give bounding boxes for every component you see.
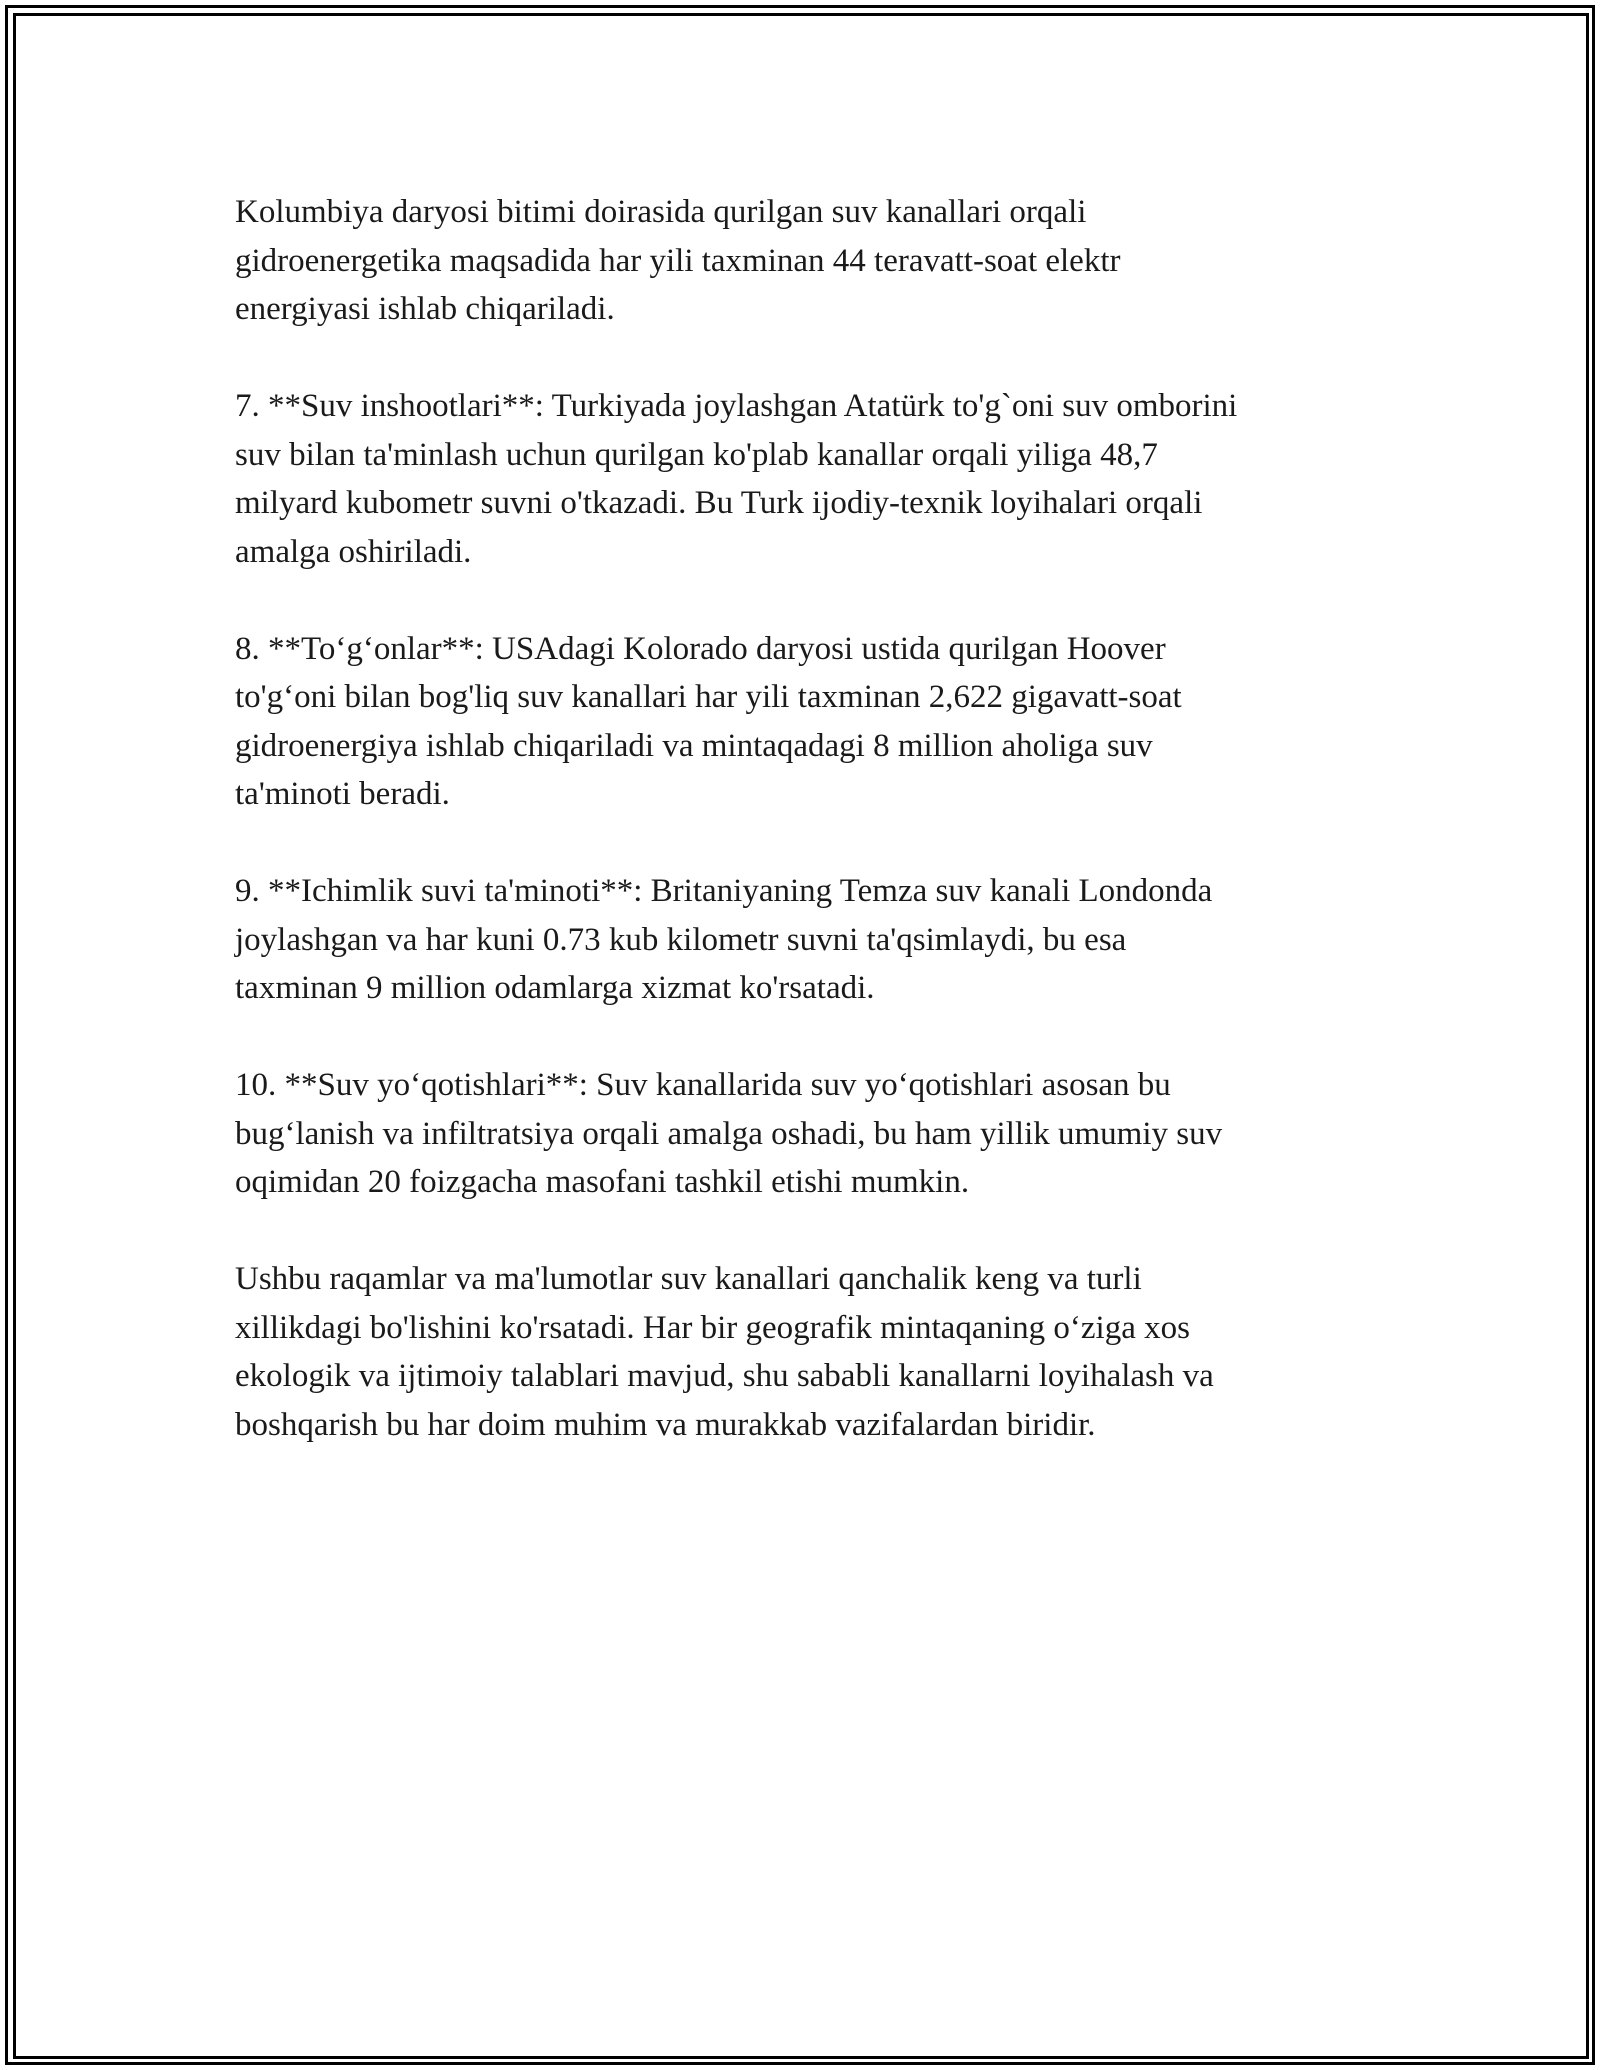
paragraph-item-9 [235, 867, 1365, 1013]
text-line: suv bilan ta'minlash uchun qurilgan ko'plab kanallar orqali yiliga 48,7 [235, 436, 1158, 473]
paragraph-item-7 [235, 382, 1365, 576]
text-line: ta'minoti beradi. [235, 776, 450, 812]
text-line: taxminan 9 million odamlarga xizmat ko'rsatadi. [235, 970, 875, 1006]
text-line: ekologik va ijtimoiy talablari mavjud, shu sababli kanallarni loyihalash va [235, 1358, 1214, 1394]
text-line: 8. **To‘g‘onlar**: USAdagi Kolorado daryosi ustida qurilgan Hoover [235, 630, 1166, 667]
text-line: oqimidan 20 foizgacha masofani tashkil etishi mumkin. [235, 1164, 970, 1200]
text-line: 9. **Ichimlik suvi ta'minoti**: Britaniyaning Temza suv kanali Londonda [235, 873, 1213, 909]
text-line: xillikdagi bo'lishini ko'rsatadi. Har bir geografik mintaqaning o‘ziga xos [235, 1309, 1190, 1346]
text-line: Ushbu raqamlar va ma'lumotlar suv kanallari qanchalik keng va turli [235, 1261, 1142, 1297]
paragraph-intro [235, 188, 1365, 334]
text-line: Kolumbiya daryosi bitimi doirasida qurilgan suv kanallari orqali [235, 194, 1087, 230]
text-line: 7. **Suv inshootlari**: Turkiyada joylashgan Atatürk to'g`oni suv omborini [235, 388, 1238, 424]
text-line: boshqarish bu har doim muhim va murakkab vazifalardan biridir. [235, 1406, 1096, 1443]
paragraph-item-8 [235, 625, 1365, 819]
text-line: amalga oshiriladi. [235, 533, 472, 570]
document-body [235, 188, 1365, 1498]
text-line: joylashgan va har kuni 0.73 kub kilometr suvni ta'qsimlaydi, bu esa [235, 921, 1127, 958]
paragraph-item-10 [235, 1061, 1365, 1207]
paragraph-conclusion [235, 1255, 1365, 1449]
text-line: 10. **Suv yo‘qotishlari**: Suv kanallarida suv yo‘qotishlari asosan bu [235, 1067, 1171, 1103]
text-line: energiyasi ishlab chiqariladi. [235, 291, 615, 327]
text-line: milyard kubometr suvni o'tkazadi. Bu Turk ijodiy-texnik loyihalari orqali [235, 485, 1203, 521]
text-line: bug‘lanish va infiltratsiya orqali amalga oshadi, bu ham yillik umumiy suv [235, 1115, 1223, 1152]
text-line: gidroenergetika maqsadida har yili taxminan 44 teravatt-soat elektr [235, 242, 1121, 279]
text-line: to'g‘oni bilan bog'liq suv kanallari har yili taxminan 2,622 gigavatt-soat [235, 679, 1182, 715]
text-line: gidroenergiya ishlab chiqariladi va mintaqadagi 8 million aholiga suv [235, 727, 1153, 764]
